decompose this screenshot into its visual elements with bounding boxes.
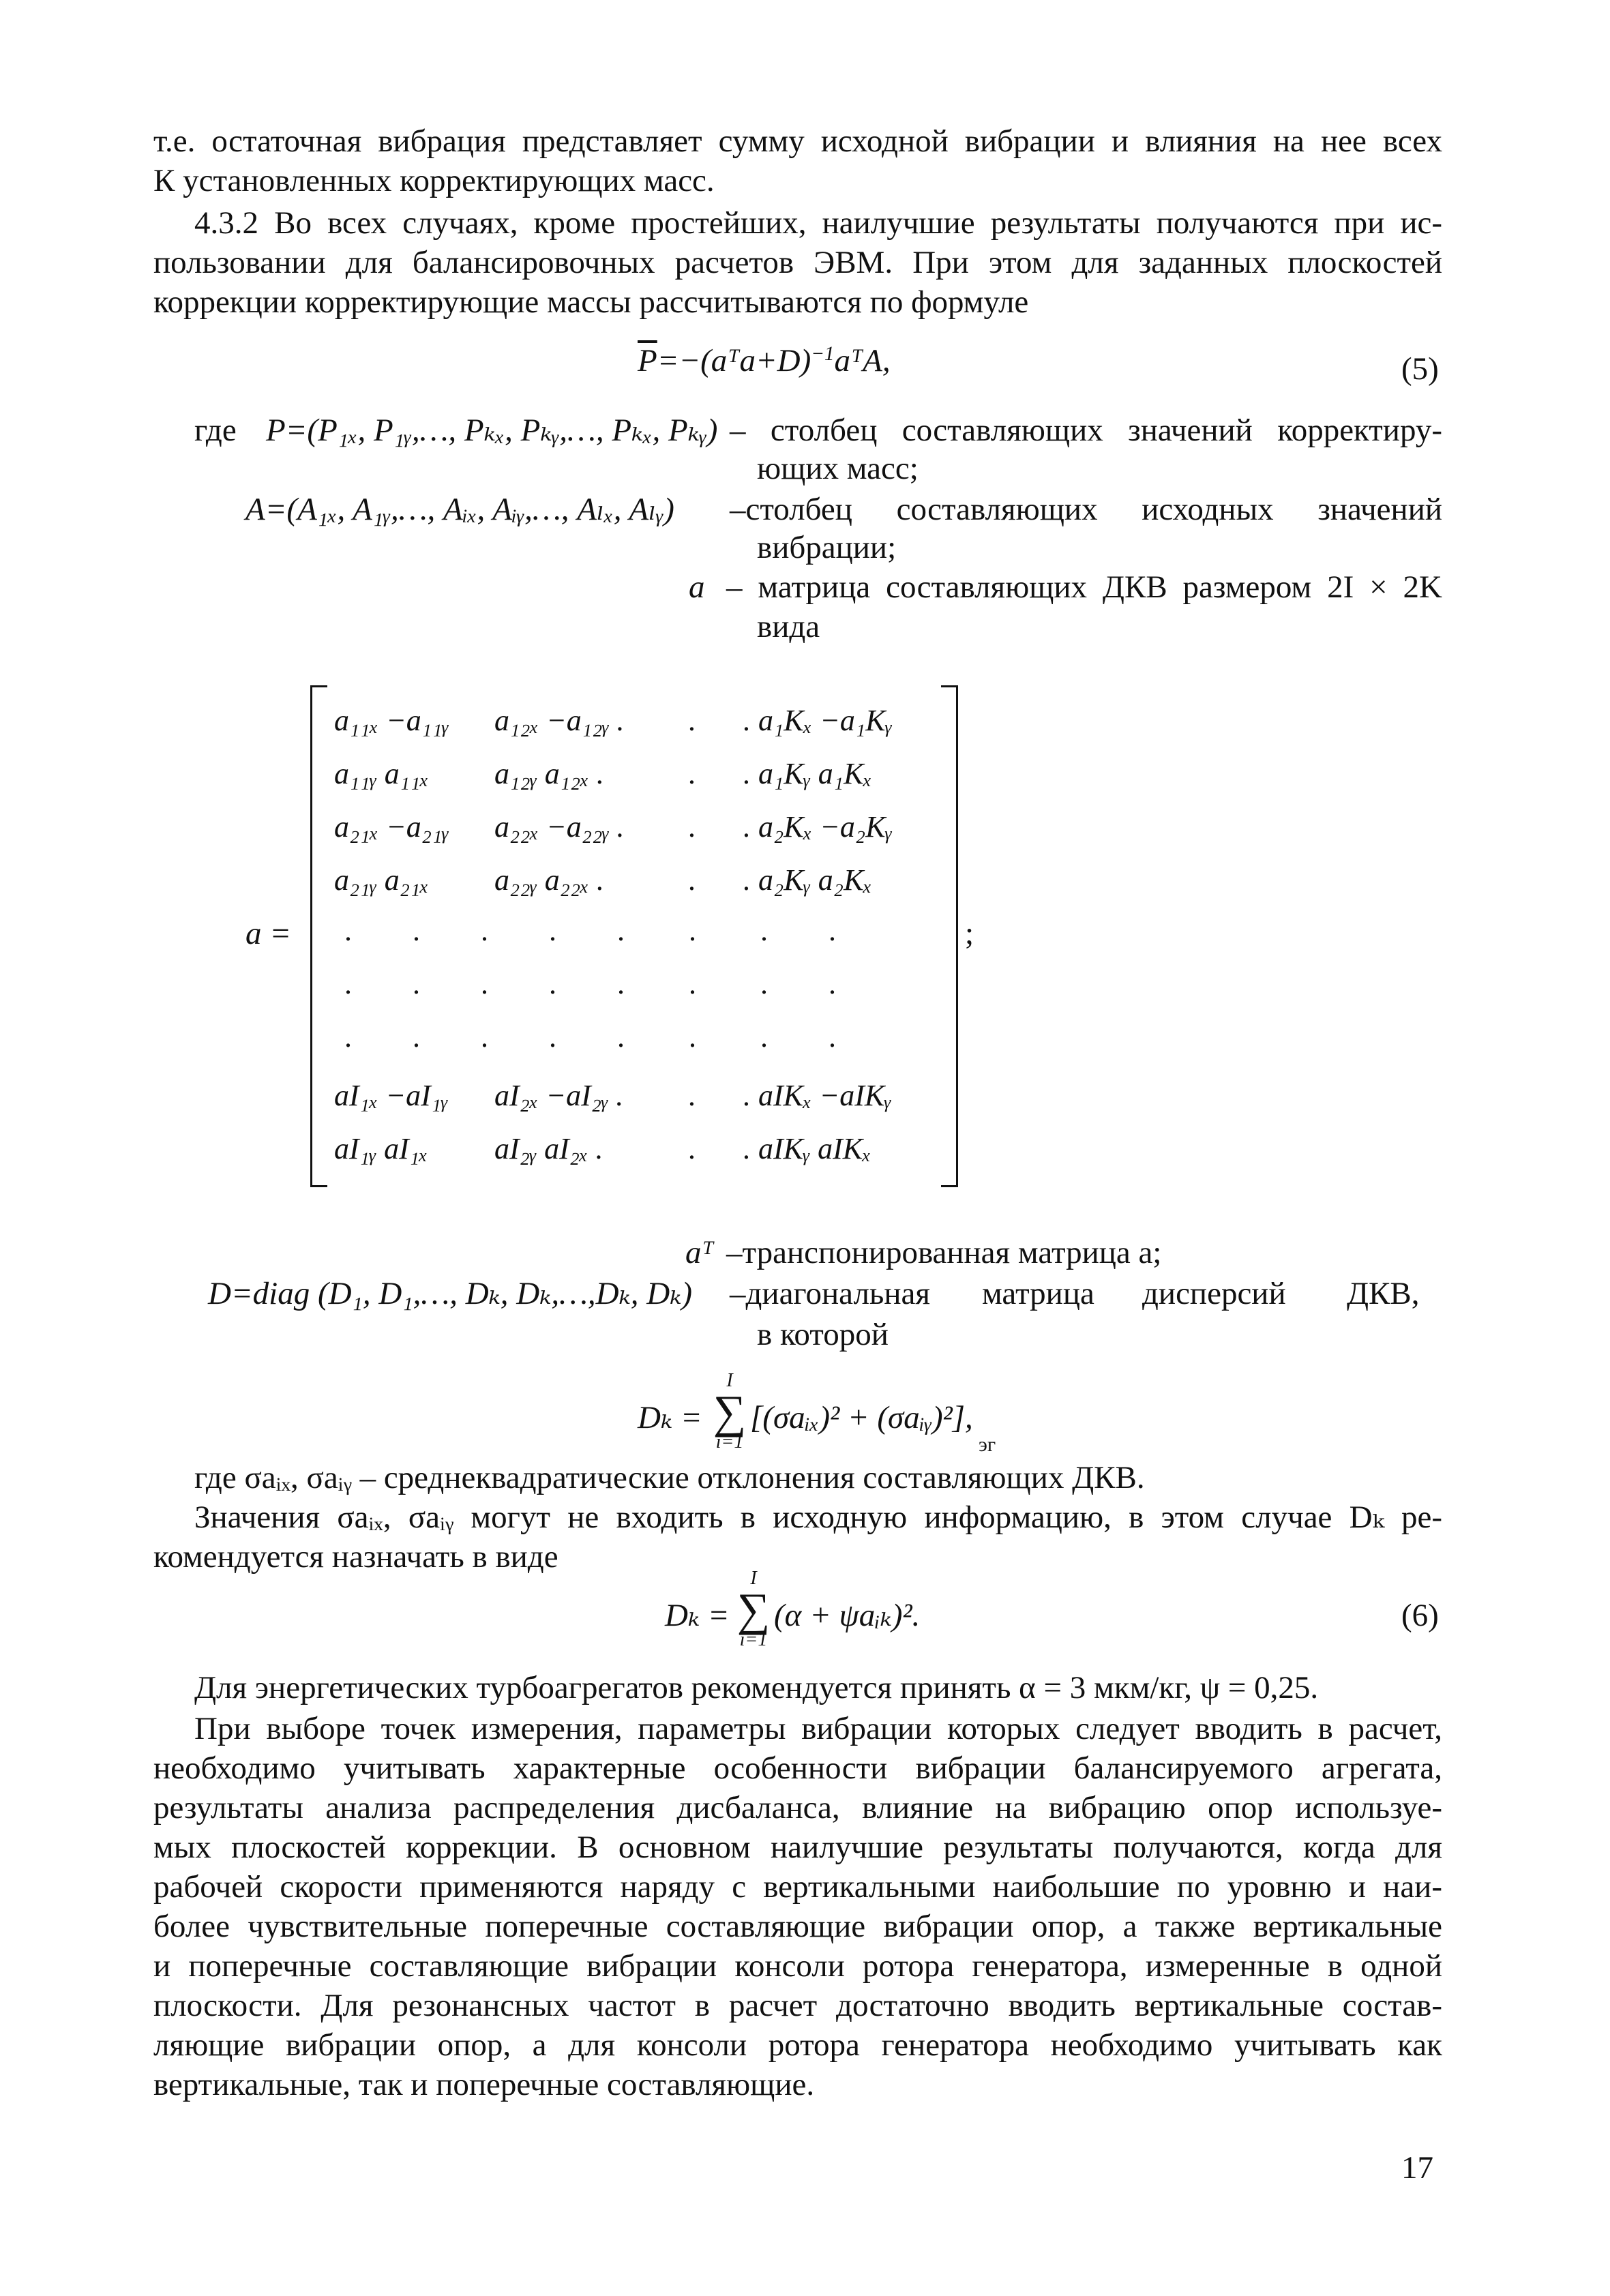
formula5-tail: aᵀA [834,343,882,378]
matrix-cell: a₂₁ᵧ a₂₁ₓ [334,863,429,897]
matrix-lhs: a = [245,916,291,951]
equation-number-5: (5) [1401,351,1439,387]
formula5-lhs: $\overline{P}$ [638,343,657,378]
dk1-body: [(σaᵢₓ)² + (σaᵢᵧ)²], [750,1400,973,1435]
last-par-line: результаты анализа распределения дисбаланса, влияние на вибрацию опор используе- [153,1790,1442,1825]
desc-p-line2: ющих масс; [757,451,919,486]
matrix-row [320,754,934,794]
para1-line2: К установленных корректирующих масс. [153,163,715,198]
formula-5 [638,341,891,381]
matrix-cell: a₂₂ᵧ a₂₂ₓ . [494,863,604,897]
transposed-desc: –транспонированная матрица a; [726,1235,1162,1270]
diag-desc-line2: в которой [757,1317,889,1352]
formula6-lhs: Dₖ = [665,1598,730,1633]
sigma-line: где σaᵢₓ, σaᵢᵧ – среднеквадратические отклонения составляющих ДКВ. [194,1460,1145,1495]
matrix-cell: . [689,757,696,790]
matrix-dot: . [829,1020,836,1054]
matrix-dot: . [413,914,420,947]
desc-a-line2: вибрации; [757,530,897,565]
formula6-sum [736,1570,771,1649]
matrix-dot: . [413,1020,420,1054]
dk1-mark: эг [979,1433,996,1456]
last-par-line: необходимо учитывать характерные особенности вибрации балансируемого агрегата, [153,1750,1442,1786]
where-prefix: где [194,413,237,448]
matrix-row [320,860,934,901]
matrix-cell: aI₂ₓ −aI₂ᵧ . [494,1079,624,1112]
desc-p-line1: – столбец составляющих значений корректиру- [730,413,1442,448]
last-par-line: более чувствительные поперечные составляющие вибрации опор, а также вертикальные [153,1909,1442,1944]
matrix-dot-row [310,966,958,1007]
matrix-dot: . [413,967,420,1000]
last-par-line: и поперечные составляющие вибрации консоли ротора генератора, измеренные в одной [153,1948,1442,1984]
para2-line2: пользовании для балансировочных расчетов ЭВМ. При этом для заданных плоскостей [153,245,1442,280]
last-par-line: ляющие вибрации опор, а для консоли ротора генератора необходимо учитывать как [153,2027,1442,2063]
matrix-dot: . [689,1020,696,1054]
last-par-line: рабочей скорости применяются наряду с вертикальными наибольшие по уровню и наи- [153,1869,1442,1905]
matrix-cell: a₁₂ᵧ a₁₂ₓ . [494,757,604,790]
matrix-cell: a₁₁ᵧ a₁₁ₓ [334,757,429,790]
matrix-row [320,807,934,848]
sum-lower-limit: i=1 [739,1629,768,1650]
matrix-dot: . [760,1020,768,1054]
energy-line: Для энергетических турбоагрегатов рекомендуется принять α = 3 мкм/кг, ψ = 0,25. [194,1670,1319,1705]
matrix-cell: . [689,704,696,737]
matrix-dot: . [689,914,696,947]
matrix-dot: . [689,967,696,1000]
matrix-cell: aI₂ᵧ aI₂ₓ . [494,1132,603,1165]
matrix-cell: a₁₂ₓ −a₁₂ᵧ . [494,704,625,737]
formula5-rhs: =−(aᵀa+D) [657,343,811,378]
matrix-dot: . [344,914,352,947]
matrix-cell: a₂₂ₓ −a₂₂ᵧ . [494,810,625,844]
matrix-semicolon: ; [965,916,974,951]
matrix-cell: a₂₁ₓ −a₂₁ᵧ [334,810,449,844]
matrix-row [320,1129,934,1169]
diag-desc-word: ДКВ, [1347,1276,1420,1311]
dk1-lhs: Dₖ = [638,1400,702,1435]
sum-lower-limit: i=1 [715,1431,744,1452]
last-par-line: плоскости. Для резонансных частот в расчет достаточно вводить вертикальные состав- [153,1988,1442,2023]
matrix-dot: . [549,967,556,1000]
matrix-symbol-a: a [689,569,705,605]
matrix-cell: . [689,863,696,897]
matrix-dot: . [829,967,836,1000]
vector-p: P=(P₁ₓ, P₁ᵧ,…, Pₖₓ, Pₖᵧ,…, Pₖₓ, Pₖᵧ) [266,413,718,448]
formula5-inv: −1 [811,342,835,365]
matrix-row [320,700,934,741]
desc-a-line1: –столбец составляющих исходных значений [730,492,1442,527]
para1-line1: т.е. остаточная вибрация представляет сумму исходной вибрации и влияния на нее всех [153,123,1442,159]
matrix-dot: . [481,1020,488,1054]
matrix-cell: . a₂Kₓ −a₂Kᵧ [743,810,893,844]
sum-upper-limit: I [726,1370,733,1391]
para2-line1: 4.3.2 Во всех случаях, кроме простейших, наилучшие результаты получаются при ис- [194,205,1442,241]
last-par-line: мых плоскостей коррекции. В основном наилучшие результаты получаются, когда для [153,1830,1442,1865]
values-par-line2: комендуется назначать в виде [153,1539,558,1575]
formula6-body: (α + ψaᵢₖ)². [774,1598,921,1633]
values-par-line1: Значения σaᵢₓ, σaᵢᵧ могут не входить в исходную информацию, в этом случае Dₖ ре- [194,1500,1442,1535]
matrix-cell: . aIKᵧ aIKₓ [743,1132,871,1165]
last-par-line: вертикальные, так и поперечные составляющие. [153,2067,815,2102]
desc-a-matrix-line2: вида [757,609,820,644]
transposed-symbol: aᵀ [685,1235,714,1270]
matrix-a [310,685,958,1190]
matrix-dot-row [310,913,958,954]
matrix-dot: . [481,914,488,947]
matrix-dot: . [549,1020,556,1054]
diag-desc-word: –диагональная [730,1276,930,1311]
diag-desc-word: дисперсий [1142,1276,1286,1311]
matrix-dot: . [617,967,625,1000]
sum-upper-limit: I [750,1568,757,1589]
matrix-cell: . a₁Kᵧ a₁Kₓ [743,757,872,790]
matrix-cell: aI₁ₓ −aI₁ᵧ [334,1079,449,1112]
matrix-dot: . [829,914,836,947]
page-number: 17 [1401,2150,1433,2186]
last-par-line: При выборе точек измерения, параметры вибрации которых следует вводить в расчет, [194,1711,1442,1746]
desc-a-matrix-line1: – матрица составляющих ДКВ размером 2I × 2K [726,569,1442,605]
diag-desc-word: матрица [982,1276,1094,1311]
matrix-dot: . [549,914,556,947]
matrix-dot: . [760,914,768,947]
matrix-dot: . [617,1020,625,1054]
matrix-dot: . [481,967,488,1000]
matrix-cell: . a₂Kᵧ a₂Kₓ [743,863,872,897]
para2-line3: коррекции корректирующие массы рассчитываются по формуле [153,284,1029,320]
vector-a: A=(A₁ₓ, A₁ᵧ,…, Aᵢₓ, Aᵢᵧ,…, Aₗₓ, Aₗᵧ) [245,492,674,527]
matrix-dot: . [344,967,352,1000]
matrix-row [320,1075,934,1116]
matrix-dot: . [760,967,768,1000]
matrix-cell: a₁₁ₓ −a₁₁ᵧ [334,704,449,737]
dk1-sum [713,1372,747,1451]
sigma-sum-icon: ∑ [736,1583,771,1635]
matrix-cell: . [689,1079,696,1112]
matrix-dot-row [310,1019,958,1060]
matrix-dot: . [617,914,625,947]
matrix-cell: . [689,810,696,844]
matrix-dot: . [344,1020,352,1054]
equation-number-6: (6) [1401,1598,1439,1633]
formula5-end: , [882,343,891,378]
sigma-sum-icon: ∑ [713,1386,747,1437]
diag-expression: D=diag (D₁, D₁,…, Dₖ, Dₖ,…,Dₖ, Dₖ) [208,1276,693,1311]
matrix-cell: . a₁Kₓ −a₁Kᵧ [743,704,893,737]
matrix-cell: aI₁ᵧ aI₁ₓ [334,1132,428,1165]
matrix-cell: . [689,1132,696,1165]
matrix-cell: . aIKₓ −aIKᵧ [743,1079,892,1112]
